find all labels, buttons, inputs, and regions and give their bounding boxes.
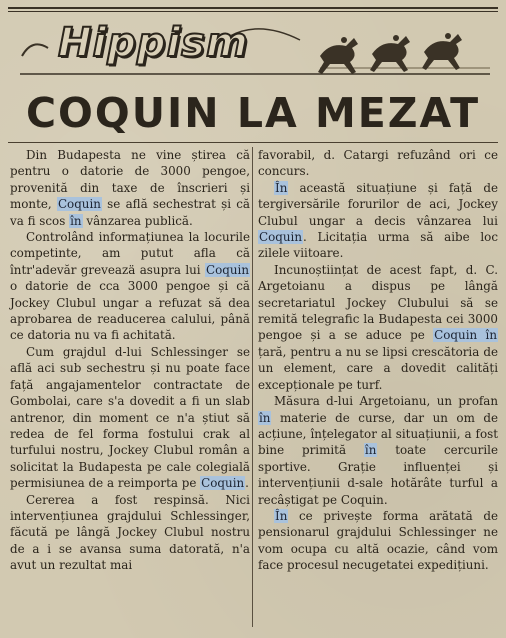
paragraph-text: Controlând informațiunea la locurile competinte, am putut afla că într'adevăr greveazä asupra lui (10, 230, 250, 277)
paragraph-text: Măsura d-lui Argetoianu, un profan (274, 394, 498, 409)
paragraph-text: se află sechestrat și că va fi scos (10, 197, 250, 228)
search-highlight: În (275, 180, 288, 195)
section-title: Hippism (58, 20, 249, 66)
paragraph-text: Cum grajdul d-lui Schlessinger se află aci sub sechestru și nu poate face față angajamentelor contractate de Gombolai, care s'a dovedit a fi un slab antrenor, din moment ce n'a știut să redea de fel forma fostului crak al turfului nostru, Jockey Clubul român a solicitat la Budapesta pe cale colegială permisiunea de a reimporta pe (10, 344, 250, 491)
article-paragraph (258, 147, 498, 180)
article-paragraph (10, 492, 250, 574)
search-highlight: Coquin (201, 476, 245, 491)
search-highlight: Coquin (206, 262, 249, 277)
search-highlight: în (364, 443, 377, 458)
paragraph-text: Cererea a fost respinsă. Nici intervențiunea grajdului Schlessinger, făcută pe lângă Jockey Clubul nostru de a i se avansa suma datorată, n'a avut un rezultat mai (10, 492, 250, 573)
paragraph-text: ce privește forma arătată de pensionarul grajdului Schlessinger ne vom ocupa cu altă ocazie, când vom face procesul necugetatei expedițiuni. (258, 508, 498, 573)
article-paragraph (10, 229, 250, 344)
article-column-left (10, 147, 250, 574)
paragraph-text: toate cercurile sportive. Grație influenței și intervențiunii d-sale hotărâte turful a recâștigat pe Coquin. (258, 443, 498, 507)
paragraph-text: vânzarea publică. (82, 213, 193, 228)
section-masthead (20, 16, 490, 82)
paragraph-text: . Licitația urma să aibe loc zilele viitoare. (258, 230, 498, 261)
top-border-rule (8, 7, 498, 9)
search-highlight: Coquin în (434, 328, 497, 343)
article-headline: COQUIN LA MEZAT (25, 89, 481, 137)
paragraph-text: favorabil, d. Catargi refuzând ori ce concurs. (258, 148, 498, 179)
search-highlight: în (259, 410, 271, 425)
top-border-rule-thin (8, 11, 498, 12)
headline-rule (8, 142, 498, 143)
paragraph-text: Incunoștiințat de acest fapt, d. C. Argetoianu a dispus pe lângă secretariatul Jockey Clubului să se remită telegrafic la Budapesta cei 3000 pengoe și a se aduce pe (258, 262, 498, 343)
article-paragraph (258, 508, 498, 574)
paragraph-text: Din Budapesta ne vine știrea că pentru o datorie de 3000 pengoe, provenită din taxe de înscrieri și monte, (10, 148, 250, 212)
paragraph-text: . (245, 476, 249, 491)
search-highlight: Coquin (259, 230, 302, 245)
article-column-right (258, 147, 498, 574)
search-highlight: În (275, 508, 288, 523)
paragraph-text: țară, pentru a nu se lipsi crescătoria de un element, care a dovedit calități excepționale pe turf. (258, 344, 498, 392)
paragraph-text: o datorie de cca 3000 pengoe și că Jockey Clubul ungar a refuzat să dea aprobarea de readucerea calului, până ce datoria nu va fi achitată. (10, 279, 250, 343)
paragraph-text: materie de curse, dar un om de acțiune, înțelegator al situațiunii, a fost bine primită (258, 410, 498, 458)
search-highlight: în (70, 213, 82, 228)
article-paragraph (258, 262, 498, 393)
column-divider (252, 147, 253, 627)
article-paragraph (10, 344, 250, 492)
article-paragraph (10, 147, 250, 229)
paragraph-text: această situațiune și față de tergiversările forurilor de aci, Jockey Clubul ungar a decis vânzarea lui (258, 180, 498, 228)
search-highlight: Coquin (57, 197, 101, 212)
article-paragraph (258, 393, 498, 508)
article-paragraph (258, 180, 498, 262)
